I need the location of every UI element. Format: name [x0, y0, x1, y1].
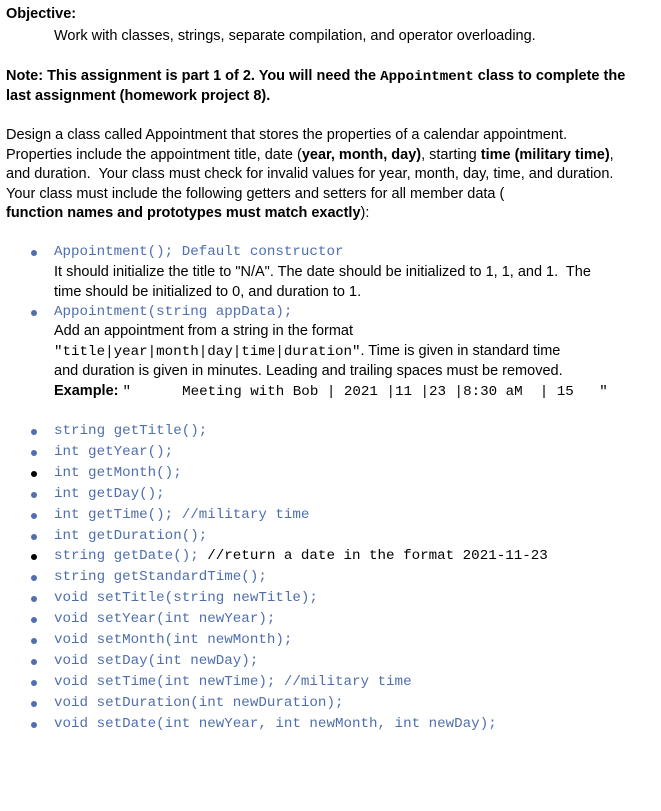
- note-line-1: [6, 67, 625, 87]
- method-signature: [54, 547, 548, 566]
- method-signature: int getDuration();: [54, 527, 208, 544]
- constructor-default-desc-1: It should initialize the title to "N/A". The date should be initialized to 1, 1, and 1. The: [54, 264, 591, 280]
- method-signature: int getMonth();: [54, 464, 182, 481]
- note-class-name: Appointment: [380, 69, 474, 85]
- objective-heading: Objective:: [6, 6, 77, 22]
- format-text: . Time is given in standard time: [360, 343, 561, 359]
- constructor-default-code: Appointment(); Default constructor: [54, 244, 344, 260]
- bullet-icon: [31, 429, 37, 435]
- bullet-icon: [31, 722, 37, 728]
- example-line: [54, 382, 608, 402]
- bullet-icon: [31, 680, 37, 686]
- method-code: string getDate();: [54, 548, 208, 565]
- constructor-default-desc-2: time should be initialized to 0, and duration to 1.: [54, 284, 362, 300]
- method-signature: void setTitle(string newTitle);: [54, 590, 318, 607]
- design-text: ,: [609, 147, 614, 163]
- bullet-icon: [31, 450, 37, 456]
- method-comment: //return a date in the format 2021-11-23: [207, 548, 548, 565]
- bullet-icon: [31, 617, 37, 623]
- design-line-4: Your class must include the following getters and setters for all member data (: [6, 186, 505, 202]
- design-line-5: [6, 204, 369, 223]
- bullet-icon: [31, 492, 37, 498]
- constructor-string-desc-1: Add an appointment from a string in the format: [54, 323, 354, 339]
- bullet-icon: [31, 513, 37, 519]
- format-code: "title|year|month|day|time|duration": [54, 344, 361, 360]
- note-text-part2: class to complete the: [473, 68, 626, 84]
- bullet-icon: [31, 659, 37, 665]
- constructor-string-format-line: [54, 342, 560, 362]
- bullet-icon: [31, 638, 37, 644]
- bullet-icon: [31, 471, 37, 477]
- method-signature: int getDay();: [54, 485, 165, 502]
- design-line-1: Design a class called Appointment that stores the properties of a calendar appointment.: [6, 127, 567, 143]
- bullet-icon: [31, 310, 37, 316]
- bullet-icon: [31, 596, 37, 602]
- note-text-part1: Note: This assignment is part 1 of 2. You will need the: [6, 68, 381, 84]
- design-text: ):: [360, 205, 370, 221]
- method-signature: void setTime(int newTime); //military time: [54, 673, 412, 690]
- method-signature: void setDate(int newYear, int newMonth, int newDay);: [54, 715, 497, 732]
- example-label: Example:: [54, 383, 119, 399]
- design-text: , starting: [421, 147, 481, 163]
- objective-text: Work with classes, strings, separate compilation, and operator overloading.: [54, 28, 536, 44]
- design-line-2: [6, 146, 614, 165]
- design-line-3: and duration. Your class must check for invalid values for year, month, day, time, and duration.: [6, 166, 614, 182]
- bullet-icon: [31, 534, 37, 540]
- design-time-field: time (military time): [480, 147, 610, 163]
- constructor-string-desc-2: and duration is given in minutes. Leading and trailing spaces must be removed.: [54, 363, 563, 379]
- method-signature: int getTime(); //military time: [54, 506, 310, 523]
- design-must-match: function names and prototypes must match exactly: [6, 205, 361, 221]
- method-signature: void setDay(int newDay);: [54, 652, 259, 669]
- method-signature: string getStandardTime();: [54, 569, 267, 586]
- method-signature: string getTitle();: [54, 423, 208, 439]
- method-signature: void setMonth(int newMonth);: [54, 632, 293, 648]
- bullet-icon: [31, 554, 37, 560]
- bullet-icon: [31, 701, 37, 707]
- bullet-icon: [31, 575, 37, 581]
- bullet-icon: [31, 250, 37, 256]
- constructor-string-code: Appointment(string appData);: [54, 304, 293, 320]
- design-date-fields: year, month, day): [301, 147, 422, 163]
- design-text: Properties include the appointment title, date (: [6, 147, 302, 163]
- method-signature: int getYear();: [54, 443, 174, 460]
- method-signature: void setDuration(int newDuration);: [54, 694, 344, 711]
- example-value: " Meeting with Bob | 2021 |11 |23 |8:30 aM | 15 ": [122, 384, 608, 400]
- method-signature: void setYear(int newYear);: [54, 611, 276, 628]
- note-line-2: last assignment (homework project 8).: [6, 88, 271, 104]
